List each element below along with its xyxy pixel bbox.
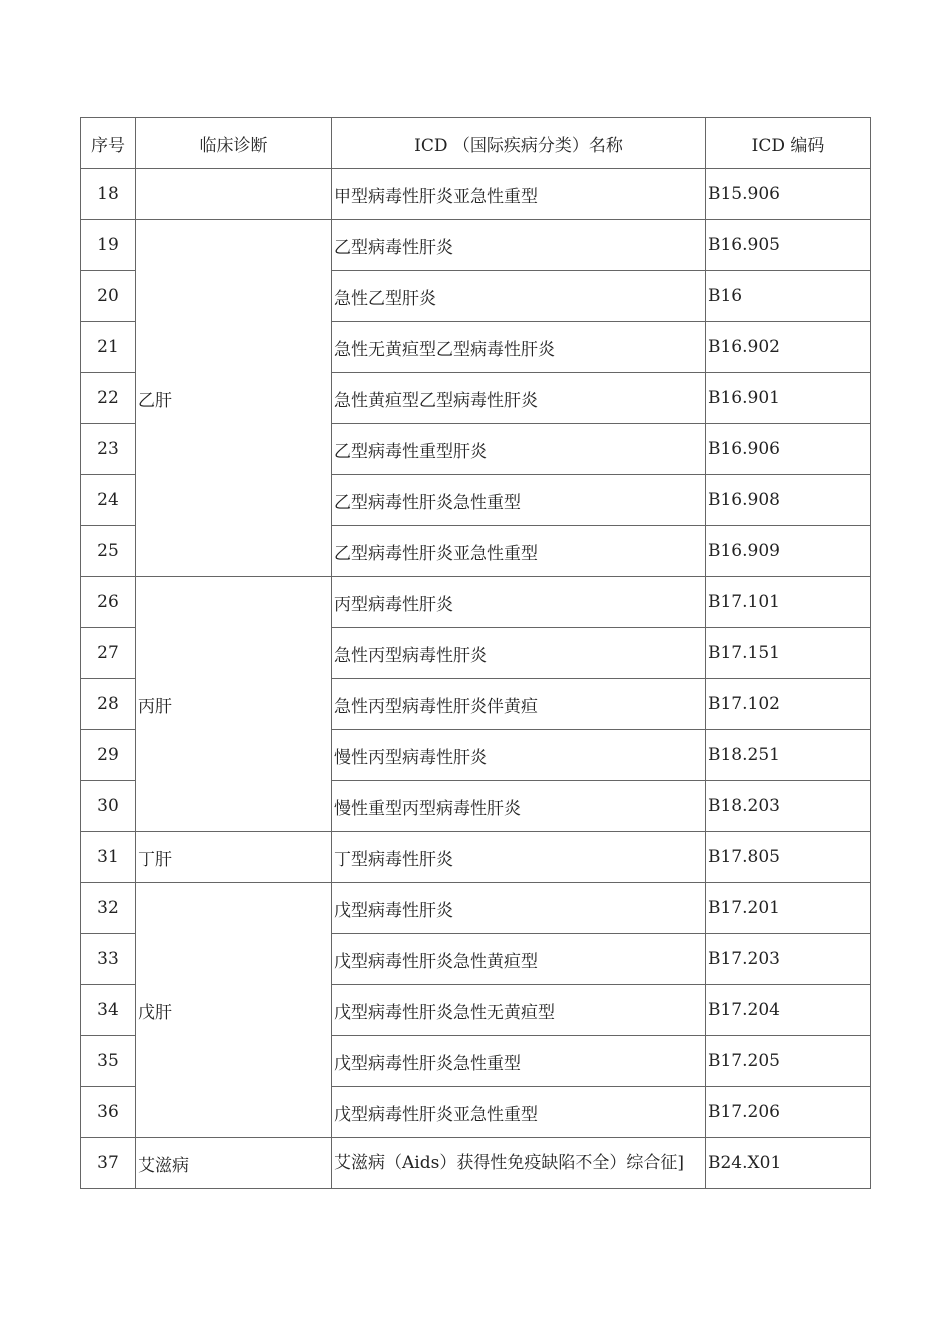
icd-name: 戊型病毒性肝炎亚急性重型 [332, 1087, 706, 1138]
row-number: 25 [81, 526, 136, 577]
table-row [81, 577, 871, 628]
icd-code: B17.201 [706, 883, 871, 934]
icd-code: B16.905 [706, 220, 871, 271]
icd-code: B16.902 [706, 322, 871, 373]
row-number: 22 [81, 373, 136, 424]
icd-code: B24.X01 [706, 1138, 871, 1189]
row-number: 24 [81, 475, 136, 526]
table-row [81, 1138, 871, 1189]
row-number: 35 [81, 1036, 136, 1087]
diagnosis-hepatitis-c: 丙肝 [136, 577, 332, 832]
icd-code: B17.205 [706, 1036, 871, 1087]
icd-code: B17.206 [706, 1087, 871, 1138]
icd-code: B16.906 [706, 424, 871, 475]
icd-name: 艾滋病（Aids）获得性免疫缺陷不全）综合征] [332, 1138, 706, 1189]
row-number: 33 [81, 934, 136, 985]
icd-name: 乙型病毒性肝炎 [332, 220, 706, 271]
icd-name: 戊型病毒性肝炎 [332, 883, 706, 934]
icd-name: 急性乙型肝炎 [332, 271, 706, 322]
row-number: 36 [81, 1087, 136, 1138]
table-header-row [81, 118, 871, 169]
icd-name: 急性黄疸型乙型病毒性肝炎 [332, 373, 706, 424]
header-diagnosis: 临床诊断 [136, 118, 332, 169]
icd-name: 甲型病毒性肝炎亚急性重型 [332, 169, 706, 220]
icd-table [80, 117, 871, 1189]
icd-code: B17.203 [706, 934, 871, 985]
diagnosis-hepatitis-e: 戊肝 [136, 883, 332, 1138]
row-number: 31 [81, 832, 136, 883]
table-row [81, 220, 871, 271]
icd-code: B18.251 [706, 730, 871, 781]
diagnosis-hepatitis-b: 乙肝 [136, 220, 332, 577]
diagnosis-hepatitis-d: 丁肝 [136, 832, 332, 883]
icd-code: B15.906 [706, 169, 871, 220]
icd-code: B17.151 [706, 628, 871, 679]
icd-code: B17.102 [706, 679, 871, 730]
row-number: 26 [81, 577, 136, 628]
icd-name: 戊型病毒性肝炎急性无黄疸型 [332, 985, 706, 1036]
icd-code: B16.901 [706, 373, 871, 424]
table-row [81, 169, 871, 220]
icd-name: 急性丙型病毒性肝炎 [332, 628, 706, 679]
table-row [81, 883, 871, 934]
row-number: 19 [81, 220, 136, 271]
icd-name: 慢性重型丙型病毒性肝炎 [332, 781, 706, 832]
header-icd-name: ICD （国际疾病分类）名称 [332, 118, 706, 169]
icd-code: B18.203 [706, 781, 871, 832]
icd-name: 乙型病毒性肝炎急性重型 [332, 475, 706, 526]
icd-name: 丁型病毒性肝炎 [332, 832, 706, 883]
header-no: 序号 [81, 118, 136, 169]
row-number: 37 [81, 1138, 136, 1189]
row-number: 23 [81, 424, 136, 475]
row-number: 30 [81, 781, 136, 832]
table-row [81, 832, 871, 883]
icd-name: 乙型病毒性重型肝炎 [332, 424, 706, 475]
icd-code: B16.909 [706, 526, 871, 577]
row-number: 34 [81, 985, 136, 1036]
icd-code: B16.908 [706, 475, 871, 526]
icd-name: 急性无黄疸型乙型病毒性肝炎 [332, 322, 706, 373]
header-icd-code: ICD 编码 [706, 118, 871, 169]
icd-name: 慢性丙型病毒性肝炎 [332, 730, 706, 781]
row-number: 20 [81, 271, 136, 322]
row-number: 21 [81, 322, 136, 373]
icd-code: B17.101 [706, 577, 871, 628]
icd-code: B17.805 [706, 832, 871, 883]
icd-code: B16 [706, 271, 871, 322]
diagnosis-aids: 艾滋病 [136, 1138, 332, 1189]
diagnosis-cell-empty [136, 169, 332, 220]
icd-name: 戊型病毒性肝炎急性重型 [332, 1036, 706, 1087]
icd-name: 急性丙型病毒性肝炎伴黄疸 [332, 679, 706, 730]
row-number: 29 [81, 730, 136, 781]
icd-name: 丙型病毒性肝炎 [332, 577, 706, 628]
row-number: 28 [81, 679, 136, 730]
row-number: 18 [81, 169, 136, 220]
icd-name: 乙型病毒性肝炎亚急性重型 [332, 526, 706, 577]
icd-name: 戊型病毒性肝炎急性黄疸型 [332, 934, 706, 985]
row-number: 32 [81, 883, 136, 934]
icd-code: B17.204 [706, 985, 871, 1036]
row-number: 27 [81, 628, 136, 679]
